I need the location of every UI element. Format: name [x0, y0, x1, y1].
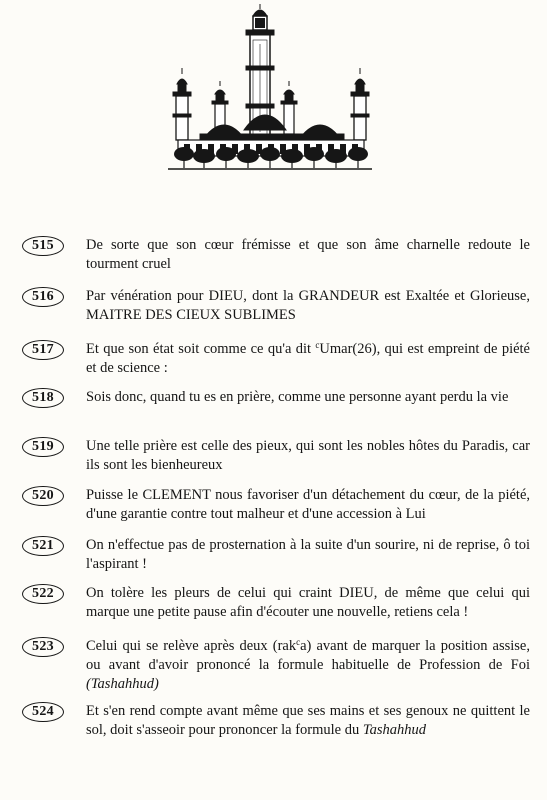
- verse-number-badge: 524: [22, 702, 64, 722]
- verse-number-badge: 523: [22, 637, 64, 657]
- verse-text: Par vénération pour DIEU, dont la GRANDEUR est Exaltée et Glorieuse, MAITRE DES CIEUX SUBLIMES: [86, 288, 530, 323]
- verse-number-badge: 516: [22, 287, 64, 307]
- verse-text: On tolère les pleurs de celui qui craint DIEU, de même que celui qui marque une petite pause afin d'écouter une nouvelle, retiens cela !: [86, 585, 530, 620]
- verse-number-badge: 519: [22, 437, 64, 457]
- verse-text: Une telle prière est celle des pieux, qui sont les nobles hôtes du Paradis, car ils sont les bienheureux: [86, 438, 530, 473]
- verse-number-badge: 522: [22, 584, 64, 604]
- verse-number-badge: 521: [22, 536, 64, 556]
- verse-text: Celui qui se relève après deux (rak$^c$a) avant de marquer la position assise, ou avant d'avoir prononcé la formule habituelle de Profession de Foi (Tashahhud): [86, 637, 530, 692]
- italic-term: Tashahhud: [362, 722, 426, 738]
- verse-number-badge: 520: [22, 486, 64, 506]
- verse-number-badge: 518: [22, 388, 64, 408]
- verse-text: Et s'en rend compte avant même que ses mains et ses genoux ne quittent le sol, doit s'asseoir pour prononcer la formule du Tashahhud: [86, 703, 530, 738]
- superscript-ayn: c: [315, 340, 320, 350]
- verse-text: Et que son état soit comme ce qu'a dit $^c$Umar(26), qui est empreint de piété et de science :: [86, 340, 530, 376]
- verse-number-badge: 517: [22, 340, 64, 360]
- verse-text: On n'effectue pas de prosternation à la suite d'un sourire, ni de reprise, ô toi l'aspirant !: [86, 537, 530, 572]
- superscript-ayn: c: [296, 637, 301, 647]
- italic-term: (Tashahhud): [86, 676, 159, 692]
- verse-text: Puisse le CLEMENT nous favoriser d'un détachement du cœur, de la piété, d'une garantie contre tout malheur et d'une accession à Lui: [86, 487, 530, 522]
- verse-number-badge: 515: [22, 236, 64, 256]
- mosque-illustration: [160, 4, 380, 172]
- verse-text: De sorte que son cœur frémisse et que son âme charnelle redoute le tourment cruel: [86, 237, 530, 272]
- verse-text: Sois donc, quand tu es en prière, comme une personne ayant perdu la vie: [86, 389, 509, 405]
